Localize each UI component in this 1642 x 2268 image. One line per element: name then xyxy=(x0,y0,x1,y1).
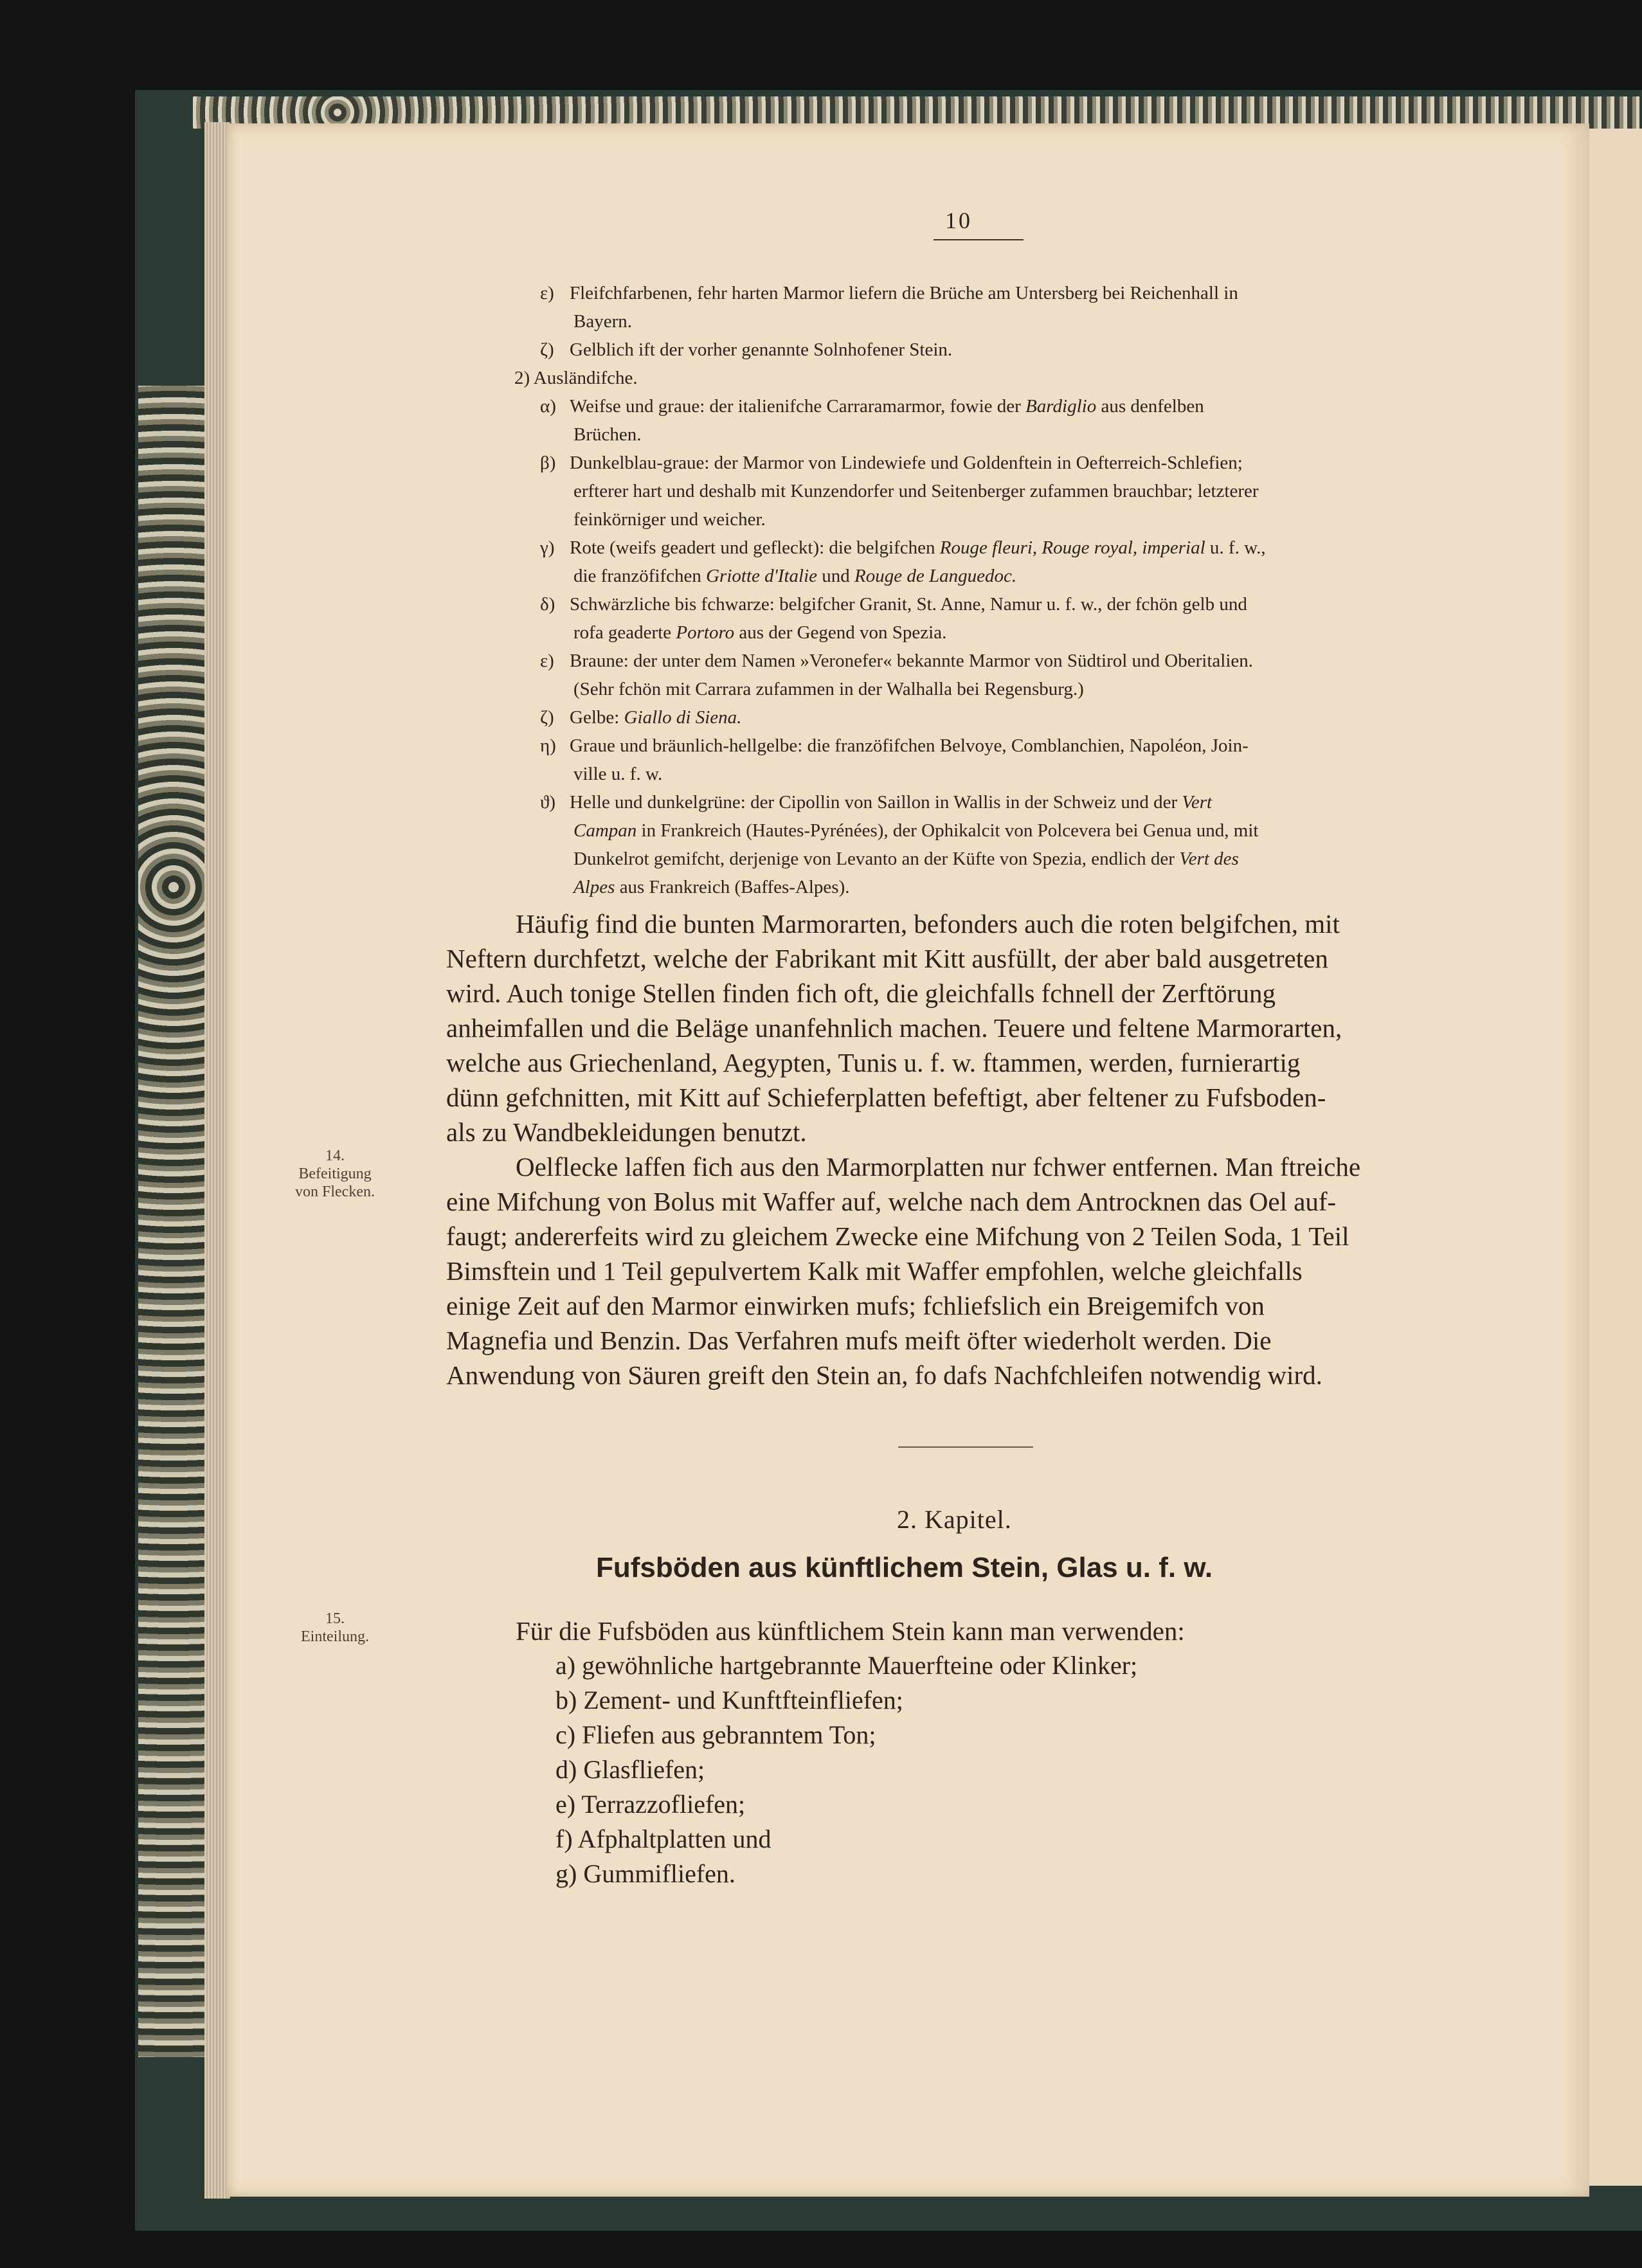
list-item-continuation: Campan in Frankreich (Hautes-Pyrénées), der Ophikalcit von Polcevera bei Genua und, mit xyxy=(573,820,1259,841)
paragraph-line: Neftern durchfetzt, welche der Fabrikant mit Kitt ausfüllt, der aber bald ausgetreten xyxy=(446,944,1328,973)
marbled-cover-left xyxy=(138,386,209,2057)
list-item: ζ) Gelbe: Giallo di Siena. xyxy=(540,707,742,728)
margin-note-label: von Flecken. xyxy=(295,1184,375,1200)
list-item-continuation: ville u. f. w. xyxy=(573,764,663,784)
paragraph-line: Für die Fufsböden aus künftlichem Stein kann man verwenden: xyxy=(516,1616,1185,1646)
list-item-continuation: Bayern. xyxy=(573,311,632,332)
list-item: ζ) Gelblich ift der vorher genannte Solnhofener Stein. xyxy=(540,339,953,360)
paragraph-line: Anwendung von Säuren greift den Stein an, fo dafs Nachfchleifen notwendig wird. xyxy=(446,1360,1322,1390)
list-item-continuation: rofa geaderte Portoro aus der Gegend von Spezia. xyxy=(573,622,947,643)
list-item: η) Graue und bräunlich-hellgelbe: die franzöfifchen Belvoye, Comblanchien, Napoléon, Join- xyxy=(540,735,1249,756)
margin-note-number: 15. xyxy=(325,1610,345,1627)
list-item: ϑ) Helle und dunkelgrüne: der Cipollin von Saillon in Wallis in der Schweiz und der Vert xyxy=(540,792,1213,813)
list-item-continuation: erfterer hart und deshalb mit Kunzendorfer und Seitenberger zufammen brauchbar; letzterer xyxy=(573,481,1259,501)
book-page xyxy=(226,123,1589,2197)
paragraph-line: als zu Wandbekleidungen benutzt. xyxy=(446,1117,807,1147)
list-item: γ) Rote (weifs geadert und gefleckt): die belgifchen Rouge fleuri, Rouge royal, imperial u. f. w., xyxy=(540,537,1266,558)
paragraph-line: Magnefia und Benzin. Das Verfahren mufs meift öfter wiederholt werden. Die xyxy=(446,1326,1272,1355)
list-item-continuation: Brüchen. xyxy=(573,424,642,445)
paragraph-line: Bimsftein und 1 Teil gepulvertem Kalk mit Waffer empfohlen, welche gleichfalls xyxy=(446,1256,1303,1286)
list-item: δ) Schwärzliche bis fchwarze: belgifcher Granit, St. Anne, Namur u. f. w., der fchön gelb und xyxy=(540,594,1247,615)
margin-note-label: Befeitigung xyxy=(298,1166,372,1182)
margin-note-number: 14. xyxy=(325,1148,345,1164)
list-item: e) Terrazzofliefen; xyxy=(555,1790,746,1819)
list-item: g) Gummifliefen. xyxy=(555,1859,735,1888)
list-item: ε) Braune: der unter dem Namen »Veronefer« bekannte Marmor von Südtirol und Oberitalien. xyxy=(540,651,1254,671)
list-item-continuation: Dunkelrot gemifcht, derjenige von Levanto an der Küfte von Spezia, endlich der Vert des xyxy=(573,849,1239,869)
paragraph-line: Oelflecke laffen fich aus den Marmorplatten nur fchwer entfernen. Man ftreiche xyxy=(516,1152,1361,1182)
paragraph-line: anheimfallen und die Beläge unanfehnlich machen. Teuere und feltene Marmorarten, xyxy=(446,1013,1342,1043)
facing-page-edge xyxy=(1589,129,1642,2186)
list-item: b) Zement- und Kunftfteinfliefen; xyxy=(555,1686,903,1715)
chapter-number: 2. Kapitel. xyxy=(897,1505,1012,1534)
page-number-rule xyxy=(934,239,1024,240)
paragraph-line: eine Mifchung von Bolus mit Waffer auf, welche nach dem Antrocknen das Oel auf- xyxy=(446,1187,1337,1216)
list-item: ε) Fleifchfarbenen, fehr harten Marmor liefern die Brüche am Untersberg bei Reichenhall in xyxy=(540,283,1238,303)
list-item-continuation: Alpes aus Frankreich (Baffes-Alpes). xyxy=(573,877,850,897)
paragraph-line: Häufig find die bunten Marmorarten, befonders auch die roten belgifchen, mit xyxy=(516,909,1340,939)
paragraph-line: dünn gefchnitten, mit Kitt auf Schieferplatten befeftigt, aber feltener zu Fufsboden- xyxy=(446,1083,1326,1112)
chapter-heading: Fufsböden aus künftlichem Stein, Glas u. f. w. xyxy=(596,1552,1213,1583)
list-item: β) Dunkelblau-graue: der Marmor von Lindewiefe und Goldenftein in Oefterreich-Schlefien; xyxy=(540,453,1243,473)
list-item: f) Afphaltplatten und xyxy=(555,1824,771,1853)
paragraph-line: wird. Auch tonige Stellen finden fich oft, die gleichfalls fchnell der Zerftörung xyxy=(446,978,1276,1008)
paragraph-line: einige Zeit auf den Marmor einwirken mufs; fchliefslich ein Breigemifch von xyxy=(446,1291,1265,1320)
section-divider xyxy=(898,1446,1033,1448)
list-item: α) Weifse und graue: der italienifche Carraramarmor, fowie der Bardiglio aus denfelben xyxy=(540,396,1204,417)
list-item-continuation: die franzöfifchen Griotte d'Italie und Rouge de Languedoc. xyxy=(573,566,1017,586)
list-item: d) Glasfliefen; xyxy=(555,1755,705,1784)
paragraph-line: welche aus Griechenland, Aegypten, Tunis u. f. w. ftammen, werden, furnierartig xyxy=(446,1048,1301,1077)
paragraph-line: faugt; andererfeits wird zu gleichem Zwecke eine Mifchung von 2 Teilen Soda, 1 Teil xyxy=(446,1221,1349,1251)
section-heading-foreign: 2) Ausländifche. xyxy=(514,368,638,388)
list-item-continuation: feinkörniger und weicher. xyxy=(573,509,766,530)
page-number: 10 xyxy=(945,208,972,233)
list-item: a) gewöhnliche hartgebrannte Mauerfteine oder Klinker; xyxy=(555,1651,1138,1680)
list-item: c) Fliefen aus gebranntem Ton; xyxy=(555,1720,876,1749)
list-item-continuation: (Sehr fchön mit Carrara zufammen in der Walhalla bei Regensburg.) xyxy=(573,679,1084,699)
margin-note-label: Einteilung. xyxy=(301,1628,369,1645)
